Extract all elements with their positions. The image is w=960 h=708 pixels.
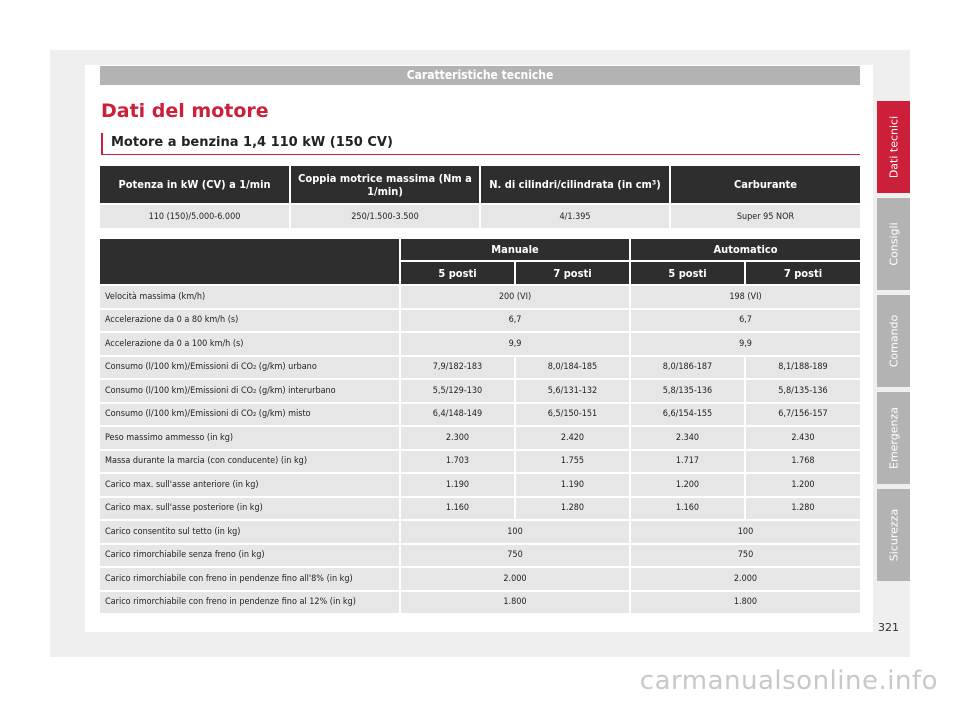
row-label: Carico rimorchiabile con freno in pendenze fino al 12% (in kg) xyxy=(100,591,400,615)
row-value: 1.717 xyxy=(630,450,745,474)
table-row xyxy=(100,403,860,427)
tab-label: Dati tecnici xyxy=(887,115,900,179)
row-value: 1.703 xyxy=(400,450,515,474)
row-label: Consumo (l/100 km)/Emissioni di CO₂ (g/km) urbano xyxy=(100,356,400,380)
tab-label: Consigli xyxy=(887,222,900,266)
subsection-heading xyxy=(101,133,860,155)
row-value: 6,4/148-149 xyxy=(400,403,515,427)
row-value: 1.768 xyxy=(745,450,860,474)
tab-dati-tecnici[interactable] xyxy=(877,101,910,193)
spec-header-blank xyxy=(100,239,400,285)
spec-sub-header: 7 posti xyxy=(745,261,860,285)
tab-consigli[interactable] xyxy=(877,198,910,290)
watermark: carmanualsonline.info xyxy=(639,666,938,696)
tab-label: Emergenza xyxy=(887,407,900,469)
row-value: 1.190 xyxy=(400,473,515,497)
spec-sub-header: 7 posti xyxy=(515,261,630,285)
row-value: 1.200 xyxy=(630,473,745,497)
tab-sicurezza[interactable] xyxy=(877,489,910,581)
table-row xyxy=(100,473,860,497)
table-row xyxy=(100,567,860,591)
spec-sub-header: 5 posti xyxy=(400,261,515,285)
row-value: 1.800 xyxy=(400,591,630,615)
row-label: Carico consentito sul tetto (in kg) xyxy=(100,520,400,544)
table-row xyxy=(100,285,860,309)
table-row xyxy=(100,497,860,521)
engine-header-fuel: Carburante xyxy=(670,166,860,204)
row-value: 1.280 xyxy=(515,497,630,521)
table-row xyxy=(100,520,860,544)
row-value: 9,9 xyxy=(400,332,630,356)
engine-value-torque: 250/1.500-3.500 xyxy=(290,204,480,228)
row-label: Carico rimorchiabile con freno in pendenze fino all'8% (in kg) xyxy=(100,567,400,591)
subsection-title: Motore a benzina 1,4 110 kW (150 CV) xyxy=(111,135,393,150)
table-row xyxy=(100,450,860,474)
tab-label: Sicurezza xyxy=(887,508,900,562)
row-label: Massa durante la marcia (con conducente) (in kg) xyxy=(100,450,400,474)
row-value: 9,9 xyxy=(630,332,860,356)
row-label: Peso massimo ammesso (in kg) xyxy=(100,426,400,450)
engine-table xyxy=(100,166,860,228)
row-value: 5,8/135-136 xyxy=(745,379,860,403)
row-label: Accelerazione da 0 a 100 km/h (s) xyxy=(100,332,400,356)
row-label: Accelerazione da 0 a 80 km/h (s) xyxy=(100,309,400,333)
table-row xyxy=(100,356,860,380)
row-value: 8,0/186-187 xyxy=(630,356,745,380)
engine-value-cylinders: 4/1.395 xyxy=(480,204,670,228)
row-value: 1.160 xyxy=(630,497,745,521)
tab-emergenza[interactable] xyxy=(877,392,910,484)
spec-group-automatic: Automatico xyxy=(630,239,860,261)
engine-value-fuel: Super 95 NOR xyxy=(670,204,860,228)
table-row xyxy=(100,332,860,356)
row-value: 6,7/156-157 xyxy=(745,403,860,427)
row-value: 1.280 xyxy=(745,497,860,521)
tab-label: Comando xyxy=(887,314,900,368)
row-value: 8,0/184-185 xyxy=(515,356,630,380)
row-value: 8,1/188-189 xyxy=(745,356,860,380)
row-label: Consumo (l/100 km)/Emissioni di CO₂ (g/km) interurbano xyxy=(100,379,400,403)
row-value: 2.430 xyxy=(745,426,860,450)
row-value: 1.200 xyxy=(745,473,860,497)
row-value: 1.160 xyxy=(400,497,515,521)
row-value: 6,6/154-155 xyxy=(630,403,745,427)
spec-sub-header: 5 posti xyxy=(630,261,745,285)
row-value: 6,5/150-151 xyxy=(515,403,630,427)
row-value: 5,6/131-132 xyxy=(515,379,630,403)
spec-table xyxy=(100,239,860,615)
row-value: 100 xyxy=(400,520,630,544)
engine-header-power: Potenza in kW (CV) a 1/min xyxy=(100,166,290,204)
row-value: 100 xyxy=(630,520,860,544)
row-value: 750 xyxy=(630,544,860,568)
row-value: 750 xyxy=(400,544,630,568)
engine-header-torque: Coppia motrice massima (Nm a 1/min) xyxy=(290,166,480,204)
row-value: 2.420 xyxy=(515,426,630,450)
row-value: 5,8/135-136 xyxy=(630,379,745,403)
table-row xyxy=(100,591,860,615)
row-value: 1.755 xyxy=(515,450,630,474)
row-value: 6,7 xyxy=(400,309,630,333)
row-value: 200 (VI) xyxy=(400,285,630,309)
row-label: Carico rimorchiabile senza freno (in kg) xyxy=(100,544,400,568)
row-value: 2.000 xyxy=(400,567,630,591)
row-value: 1.190 xyxy=(515,473,630,497)
row-label: Consumo (l/100 km)/Emissioni di CO₂ (g/km) misto xyxy=(100,403,400,427)
table-row xyxy=(100,426,860,450)
row-label: Carico max. sull'asse posteriore (in kg) xyxy=(100,497,400,521)
spec-group-manual: Manuale xyxy=(400,239,630,261)
engine-header-cylinders: N. di cilindri/cilindrata (in cm³) xyxy=(480,166,670,204)
table-row xyxy=(100,309,860,333)
row-value: 5,5/129-130 xyxy=(400,379,515,403)
row-value: 198 (VI) xyxy=(630,285,860,309)
tab-comando[interactable] xyxy=(877,295,910,387)
row-label: Carico max. sull'asse anteriore (in kg) xyxy=(100,473,400,497)
row-value: 2.340 xyxy=(630,426,745,450)
row-value: 1.800 xyxy=(630,591,860,615)
row-value: 6,7 xyxy=(630,309,860,333)
row-value: 2.300 xyxy=(400,426,515,450)
table-row xyxy=(100,544,860,568)
row-value: 7,9/182-183 xyxy=(400,356,515,380)
engine-value-power: 110 (150)/5.000-6.000 xyxy=(100,204,290,228)
page-number: 321 xyxy=(878,621,899,634)
row-label: Velocità massima (km/h) xyxy=(100,285,400,309)
table-row xyxy=(100,379,860,403)
row-value: 2.000 xyxy=(630,567,860,591)
chapter-header: Caratteristiche tecniche xyxy=(100,66,860,85)
section-title: Dati del motore xyxy=(101,100,269,122)
